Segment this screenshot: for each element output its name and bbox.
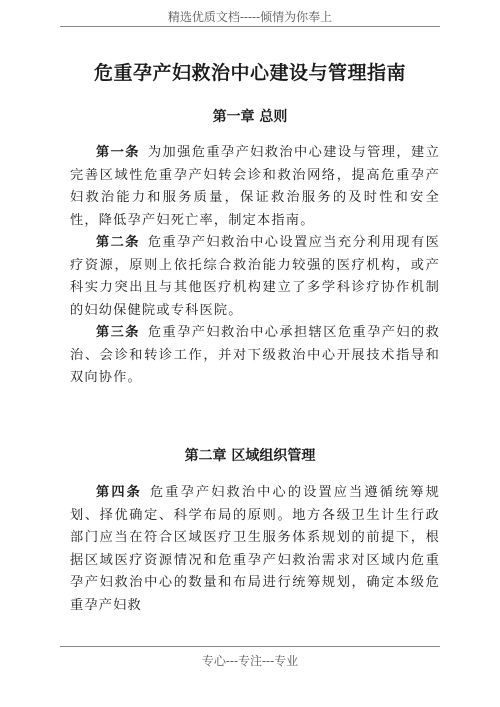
chapter-heading: 第一章 总则: [212, 109, 288, 125]
article-text: 危重孕产妇救治中心设置应当充分利用现有医疗资源，原则上依托综合救治能力较强的医疗机构，或产科实力突出且与其他医疗机构建立了多学科诊疗协作机制的妇幼保健院或专科医院。: [70, 235, 440, 318]
article-number: 第三条: [96, 325, 140, 340]
chapter-heading: 第二章 区域组织管理: [184, 448, 316, 464]
header-divider: [60, 26, 440, 27]
article-text: 为加强危重孕产妇救治中心建设与管理，建立完善区域性危重孕产妇转会诊和救治网络，提高危重孕产妇救治能力和服务质量，保证救治服务的及时性和安全性，降低孕产妇死亡率，制定本指南。: [70, 145, 440, 228]
article-number: 第一条: [96, 145, 140, 160]
page-footer: 专心---专注---专业: [201, 654, 299, 668]
article-text: 危重孕产妇救治中心的设置应当遵循统筹规划、择优确定、科学布局的原则。地方各级卫生计生行政部门应当在符合区域医疗卫生服务体系规划的前提下，根据区域医疗资源情况和危重孕产妇救治需求对区域内危重孕产妇救治中心的数量和布局进行统筹规划，确定本级危重孕产妇救: [70, 485, 440, 613]
footer-divider: [60, 646, 440, 647]
article-number: 第二条: [96, 235, 140, 250]
article-paragraph: [70, 142, 440, 232]
page-header: 精选优质文档-----倾情为你奉上: [167, 10, 333, 24]
article-paragraph: [70, 232, 440, 322]
article-paragraph: [70, 482, 440, 617]
document-title: 危重孕产妇救治中心建设与管理指南: [93, 62, 406, 84]
article-text: 危重孕产妇救治中心承担辖区危重孕产妇的救治、会诊和转诊工作，并对下级救治中心开展技术指导和双向协作。: [70, 325, 440, 385]
article-number: 第四条: [96, 485, 142, 500]
article-paragraph: [70, 322, 440, 390]
